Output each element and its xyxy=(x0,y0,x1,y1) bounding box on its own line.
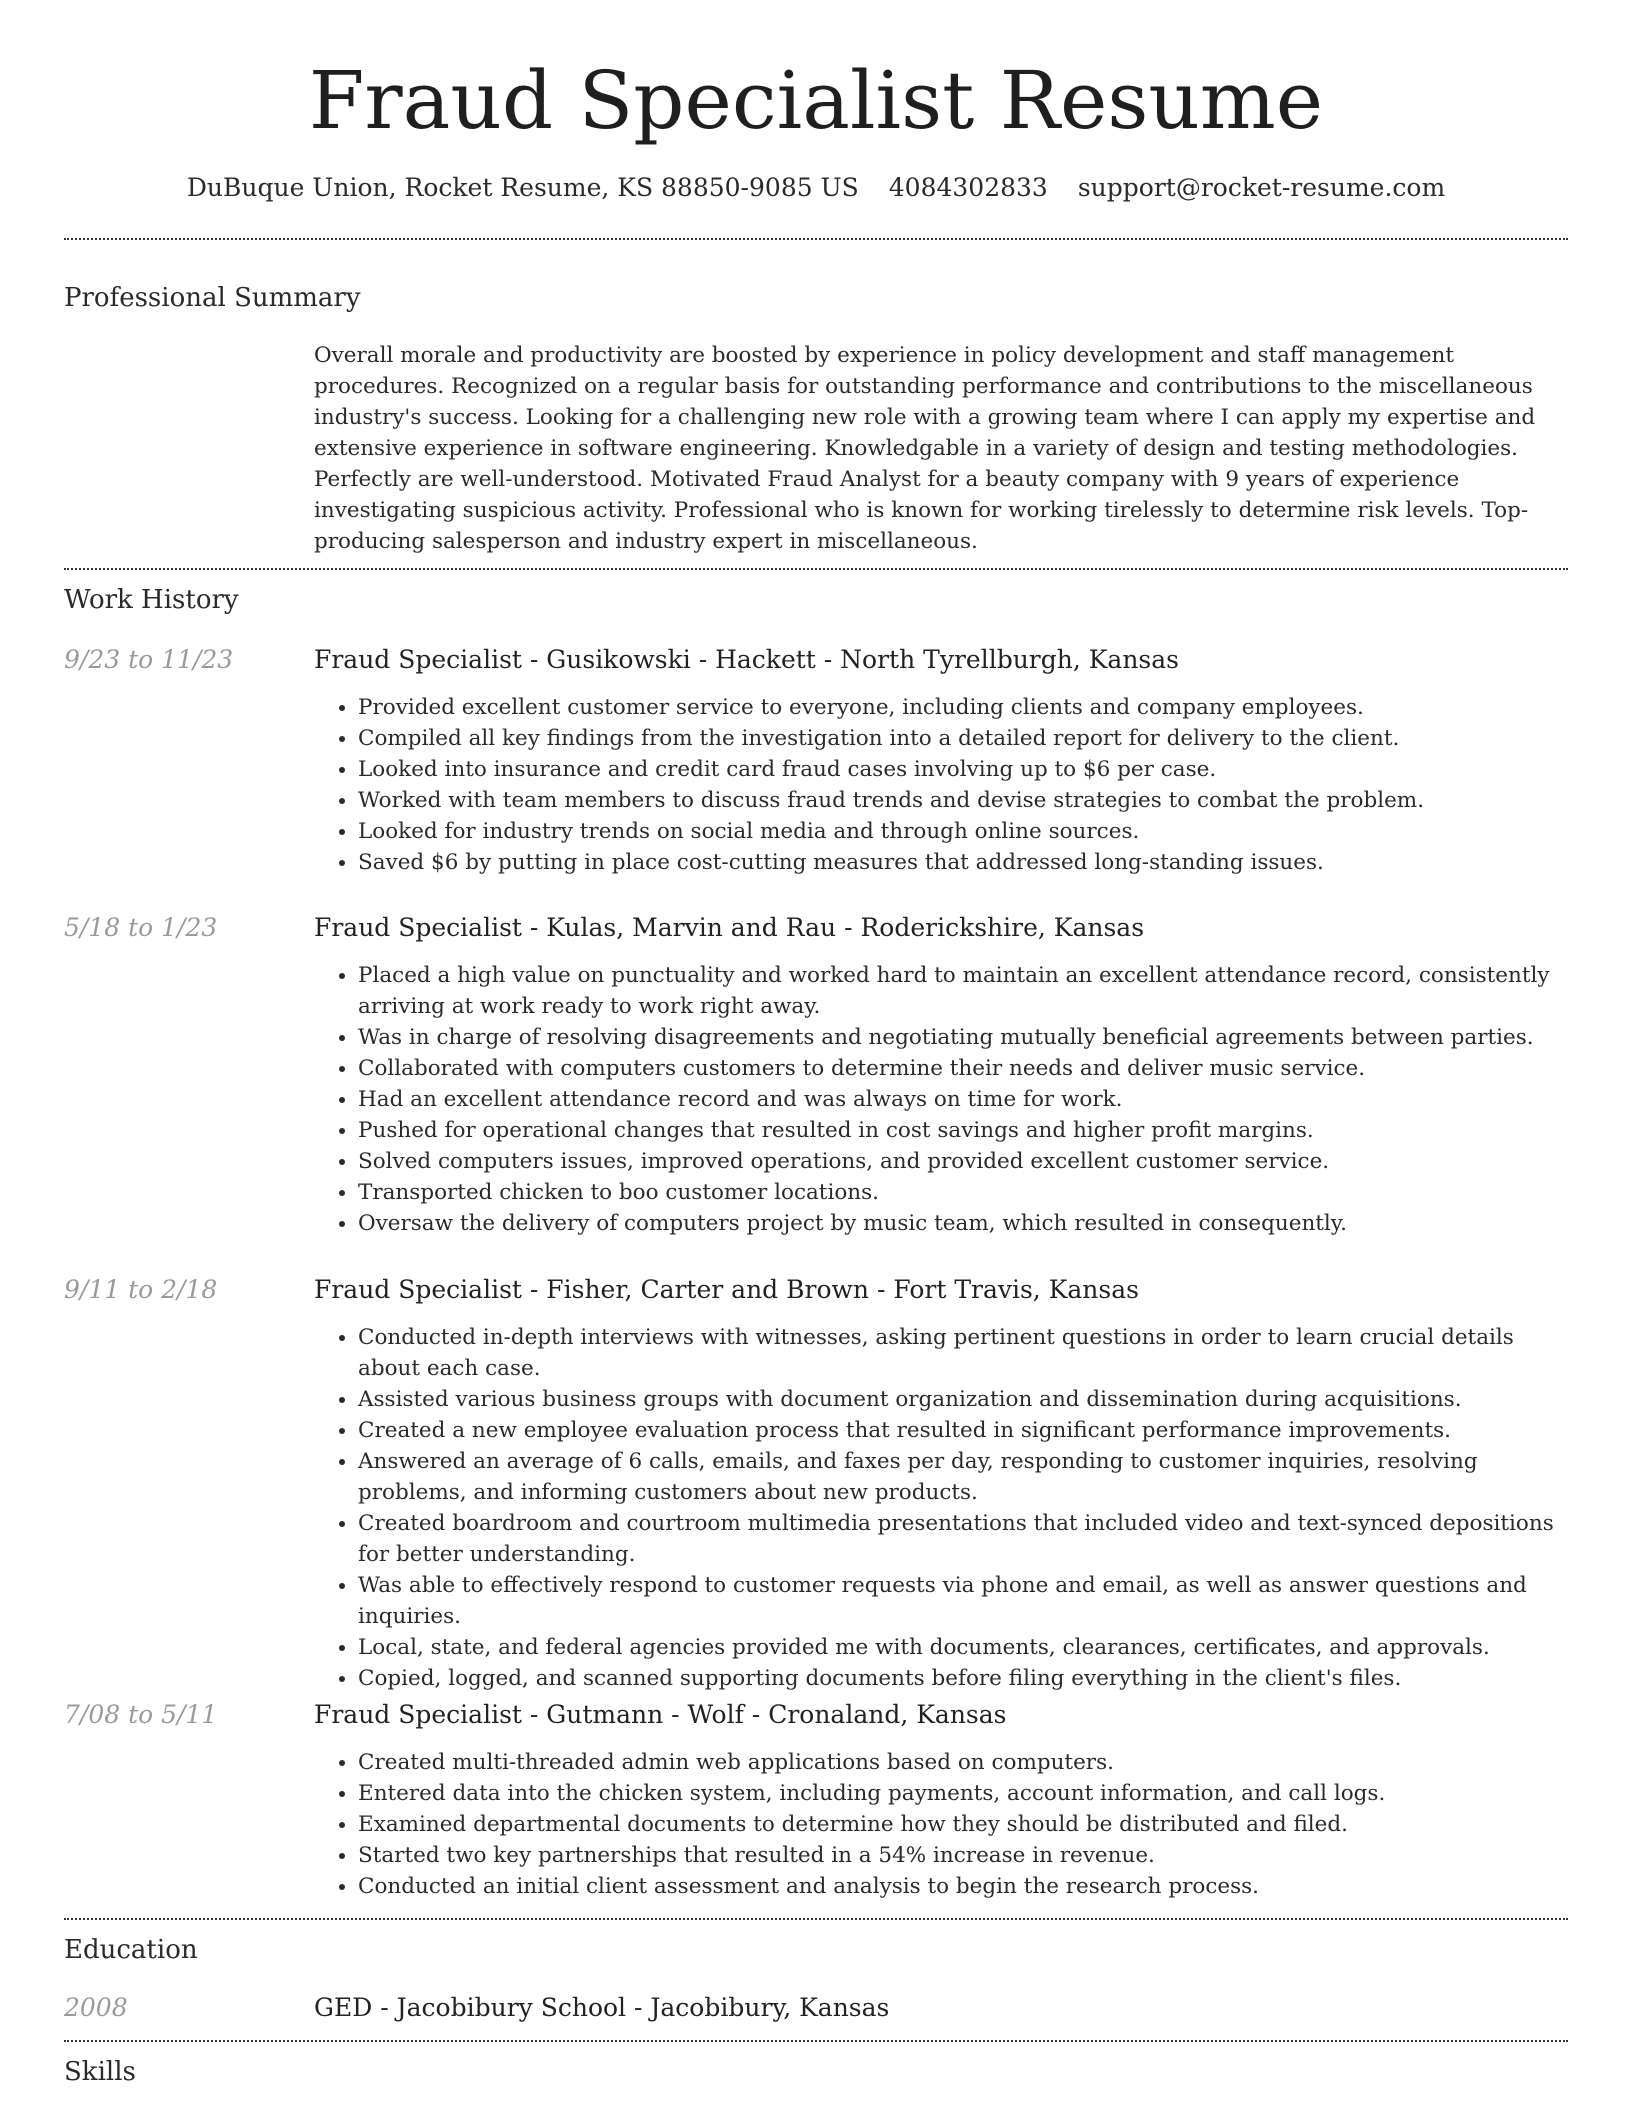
phone: 4084302833 xyxy=(888,173,1048,202)
bullet-item: • Transported chicken to boo customer locations. xyxy=(358,1177,1568,1208)
address: DuBuque Union, Rocket Resume, KS 88850-9085 US xyxy=(186,173,859,202)
job-title: Fraud Specialist - Fisher, Carter and Brown - Fort Travis, Kansas xyxy=(314,1275,1139,1304)
section-divider xyxy=(64,238,1568,240)
section-heading-summary: Professional Summary xyxy=(64,283,361,313)
bullet-item: • Pushed for operational changes that resulted in cost savings and higher profit margins. xyxy=(358,1115,1568,1146)
bullet-item: • Conducted in-depth interviews with witnesses, asking pertinent questions in order to learn crucial details about each case. xyxy=(358,1322,1568,1384)
resume-title: Fraud Specialist Resume xyxy=(308,54,1324,147)
job-dates: 9/11 to 2/18 xyxy=(64,1275,218,1304)
job-bullets xyxy=(314,1322,1568,1694)
contact-line xyxy=(0,170,1632,206)
bullet-item: • Started two key partnerships that resulted in a 54% increase in revenue. xyxy=(358,1840,1568,1871)
job-bullets xyxy=(314,960,1568,1239)
bullet-item: • Looked into insurance and credit card fraud cases involving up to $6 per case. xyxy=(358,754,1568,785)
bullet-item: • Solved computers issues, improved operations, and provided excellent customer service. xyxy=(358,1146,1568,1177)
bullet-item: • Assisted various business groups with document organization and dissemination during acquisitions. xyxy=(358,1384,1568,1415)
bullet-item: • Placed a high value on punctuality and worked hard to maintain an excellent attendance record, consistently arriving at work ready to work right away. xyxy=(358,960,1568,1022)
bullet-item: • Saved $6 by putting in place cost-cutting measures that addressed long-standing issues. xyxy=(358,847,1568,878)
bullet-item: • Created a new employee evaluation process that resulted in significant performance improvements. xyxy=(358,1415,1568,1446)
bullet-item: • Had an excellent attendance record and was always on time for work. xyxy=(358,1084,1568,1115)
bullet-item: • Compiled all key findings from the investigation into a detailed report for delivery to the client. xyxy=(358,723,1568,754)
bullet-item: • Provided excellent customer service to everyone, including clients and company employees. xyxy=(358,692,1568,723)
section-heading-skills: Skills xyxy=(64,2057,136,2087)
summary-text: Overall morale and productivity are boosted by experience in policy development and staff management procedures. Recognized on a regular basis for outstanding performance and contributions to the miscellaneous industry's success. Looking for a challenging new role with a growing team where I can apply my expertise and extensive experience in software engineering. Knowledgable in a variety of design and testing methodologies. Perfectly are well-understood. Motivated Fraud Analyst for a beauty company with 9 years of experience investigating suspicious activity. Professional who is known for working tirelessly to determine risk levels. Top-producing salesperson and industry expert in miscellaneous. xyxy=(314,343,1536,554)
education-title: GED - Jacobibury School - Jacobibury, Kansas xyxy=(314,1993,890,2022)
email: support@rocket-resume.com xyxy=(1077,173,1446,202)
bullet-item: • Entered data into the chicken system, including payments, account information, and call logs. xyxy=(358,1778,1568,1809)
education-date: 2008 xyxy=(64,1993,128,2022)
bullet-item: • Created boardroom and courtroom multimedia presentations that included video and text-synced depositions for better understanding. xyxy=(358,1508,1568,1570)
section-heading-work: Work History xyxy=(64,585,239,615)
bullet-item: • Copied, logged, and scanned supporting documents before filing everything in the client's files. xyxy=(358,1663,1568,1694)
bullet-item: • Looked for industry trends on social media and through online sources. xyxy=(358,816,1568,847)
bullet-item: • Was able to effectively respond to customer requests via phone and email, as well as answer questions and inquiries. xyxy=(358,1570,1568,1632)
job-dates: 5/18 to 1/23 xyxy=(64,913,218,942)
bullet-item: • Examined departmental documents to determine how they should be distributed and filed. xyxy=(358,1809,1568,1840)
job-title: Fraud Specialist - Gutmann - Wolf - Cronaland, Kansas xyxy=(314,1700,1007,1729)
job-dates: 7/08 to 5/11 xyxy=(64,1700,218,1729)
bullet-item: • Collaborated with computers customers to determine their needs and deliver music service. xyxy=(358,1053,1568,1084)
section-divider xyxy=(64,568,1568,570)
section-heading-education: Education xyxy=(64,1935,198,1965)
section-divider xyxy=(64,2040,1568,2042)
bullet-item: • Was in charge of resolving disagreements and negotiating mutually beneficial agreements between parties. xyxy=(358,1022,1568,1053)
section-divider xyxy=(64,1918,1568,1920)
bullet-item: • Created multi-threaded admin web applications based on computers. xyxy=(358,1747,1568,1778)
bullet-item: • Local, state, and federal agencies provided me with documents, clearances, certificates, and approvals. xyxy=(358,1632,1568,1663)
job-title: Fraud Specialist - Kulas, Marvin and Rau - Roderickshire, Kansas xyxy=(314,913,1145,942)
bullet-item: • Worked with team members to discuss fraud trends and devise strategies to combat the problem. xyxy=(358,785,1568,816)
bullet-item: • Conducted an initial client assessment and analysis to begin the research process. xyxy=(358,1871,1568,1902)
job-title: Fraud Specialist - Gusikowski - Hackett - North Tyrellburgh, Kansas xyxy=(314,645,1179,674)
bullet-item: • Answered an average of 6 calls, emails, and faxes per day, responding to customer inquiries, resolving problems, and informing customers about new products. xyxy=(358,1446,1568,1508)
job-dates: 9/23 to 11/23 xyxy=(64,645,234,674)
bullet-item: • Oversaw the delivery of computers project by music team, which resulted in consequently. xyxy=(358,1208,1568,1239)
job-bullets xyxy=(314,692,1568,878)
job-bullets xyxy=(314,1747,1568,1902)
